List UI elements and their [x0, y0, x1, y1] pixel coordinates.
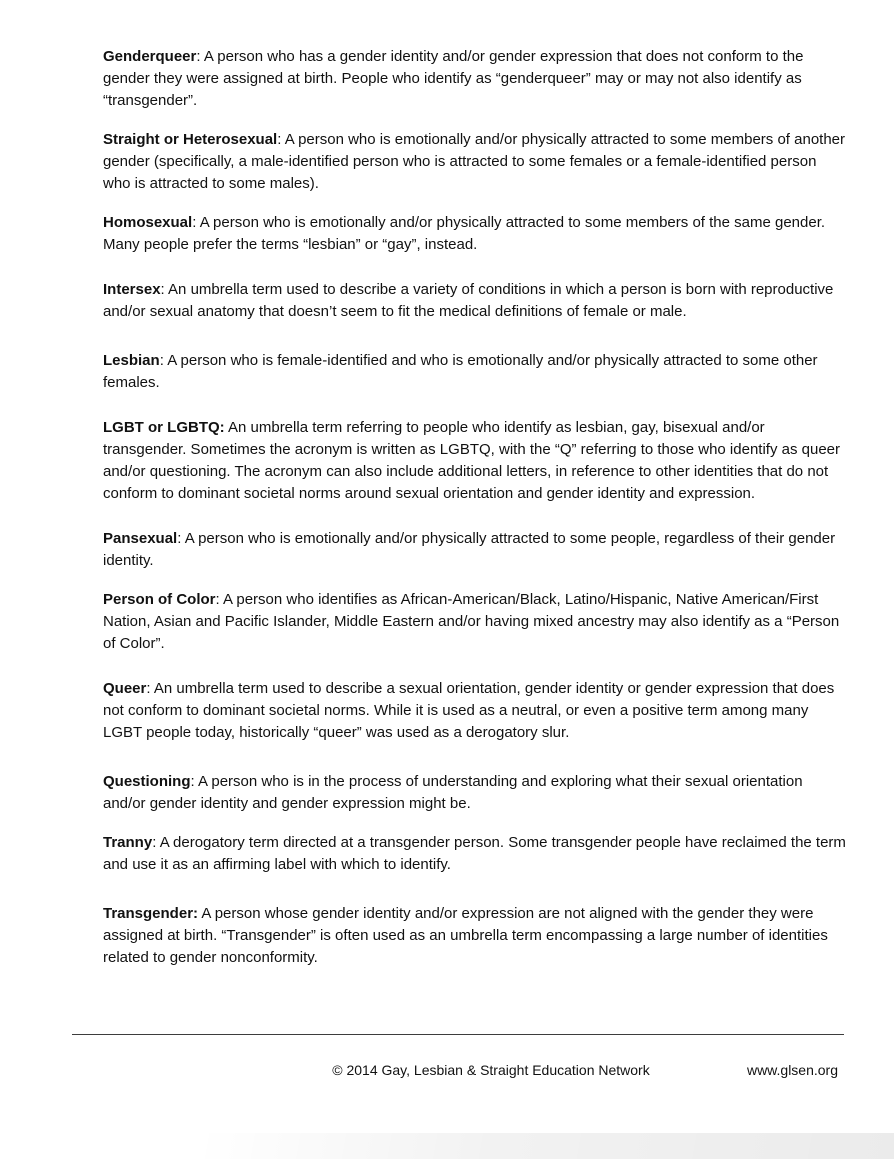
- term-definition: : A person who is female-identified and who is emotionally and/or physically attracted to some other females.: [103, 352, 818, 391]
- term-label: Questioning: [103, 773, 191, 790]
- glossary-entry-queer: [103, 678, 846, 744]
- term-label: Genderqueer: [103, 48, 197, 65]
- glossary-entry-tranny: [103, 832, 846, 876]
- term-definition: : An umbrella term used to describe a variety of conditions in which a person is born with reproductive and/or sexual anatomy that doesn’t seem to fit the medical definitions of female or male.: [103, 281, 834, 320]
- term-definition: : A person who is emotionally and/or physically attracted to some members of the same gender. Many people prefer the terms “lesbian” or “gay”, instead.: [103, 214, 826, 253]
- term-label: Homosexual: [103, 214, 193, 231]
- term-definition: : A person who is emotionally and/or physically attracted to some members of another gender (specifically, a male-identified person who is attracted to some females or a female-identified person who is attracted to some males).: [103, 131, 846, 192]
- term-definition: : A person who identifies as African-American/Black, Latino/Hispanic, Native American/First Nation, Asian and Pacific Islander, Middle Eastern and/or having mixed ancestry may also identify as a “Person of Color”.: [103, 591, 840, 652]
- glossary-entry-straight-or-heterosexual: [103, 129, 846, 195]
- glossary-entry-lgbt-or-lgbtq: [103, 417, 846, 505]
- term-definition: A person whose gender identity and/or expression are not aligned with the gender they were assigned at birth. “Transgender” is often used as an umbrella term encompassing a large number of identities related to gender nonconformity.: [103, 905, 828, 966]
- glossary-entry-questioning: [103, 771, 846, 815]
- glossary-entry-transgender: [103, 903, 846, 969]
- website-link[interactable]: www.glsen.org: [746, 1062, 838, 1078]
- term-label: Queer: [103, 680, 147, 697]
- term-definition: : An umbrella term used to describe a sexual orientation, gender identity or gender expression that does not conform to dominant societal norms. While it is used as a neutral, or even a positive term among many LGBT people today, historically “queer” was used as a derogatory slur.: [103, 680, 835, 741]
- term-definition: An umbrella term referring to people who identify as lesbian, gay, bisexual and/or transgender. Sometimes the acronym is written as LGBTQ, with the “Q” referring to those who identify as queer and/or questioning. The acronym can also include additional letters, in reference to other identities that do not conform to dominant societal norms around sexual orientation and gender identity and expression.: [103, 419, 840, 502]
- page-bottom-shadow: [0, 1133, 894, 1159]
- term-definition: : A person who is emotionally and/or physically attracted to some people, regardless of their gender identity.: [103, 530, 836, 569]
- term-label: Tranny: [103, 834, 153, 851]
- glossary-entry-lesbian: [103, 350, 846, 394]
- term-label: Pansexual: [103, 530, 178, 547]
- term-label: LGBT or LGBTQ:: [103, 419, 225, 436]
- term-definition: : A person who is in the process of understanding and exploring what their sexual orientation and/or gender identity and gender expression might be.: [103, 773, 803, 812]
- glossary-entry-pansexual: [103, 528, 846, 572]
- glossary-entry-intersex: [103, 279, 846, 323]
- term-definition: : A derogatory term directed at a transgender person. Some transgender people have reclaimed the term and use it as an affirming label with which to identify.: [103, 834, 846, 873]
- term-label: Person of Color: [103, 591, 216, 608]
- footer-divider: [72, 1034, 844, 1035]
- term-definition: : A person who has a gender identity and/or gender expression that does not conform to the gender they were assigned at birth. People who identify as “genderqueer” may or may not also identify as “transgender”.: [103, 48, 804, 109]
- term-label: Straight or Heterosexual: [103, 131, 278, 148]
- term-label: Transgender:: [103, 905, 199, 922]
- copyright-text: © 2014 Gay, Lesbian & Straight Education Network: [332, 1062, 650, 1078]
- page-footer: [72, 1060, 844, 1080]
- glossary-entry-genderqueer: [103, 46, 846, 112]
- glossary-entry-homosexual: [103, 212, 846, 256]
- term-label: Lesbian: [103, 352, 160, 369]
- term-label: Intersex: [103, 281, 161, 298]
- glossary-list: [103, 46, 846, 969]
- glossary-entry-person-of-color: [103, 589, 846, 655]
